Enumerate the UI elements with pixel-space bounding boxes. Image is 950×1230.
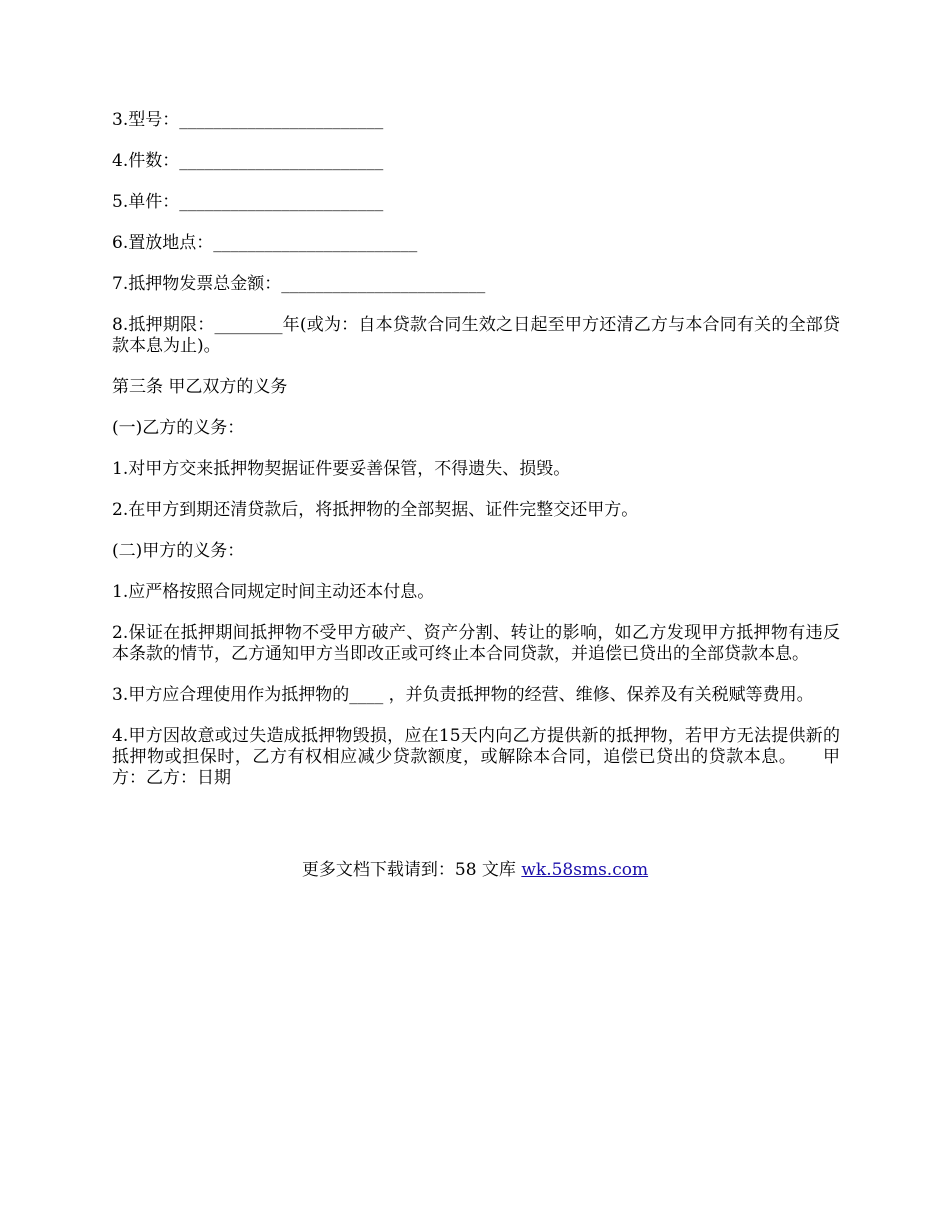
section-heading-obligations: 第三条 甲乙双方的义务 [112,377,288,397]
footer-download-note [0,860,950,881]
document-body [112,110,840,809]
field-unit: 5.单件：________________________ [112,192,384,212]
subheading-party-b-obligations: (一)乙方的义务： [112,418,245,438]
party-a-clause-4: 4.甲方因故意或过失造成抵押物毁损，应在15天内向乙方提供新的抵押物，若甲方无法提供新的抵押物或担保时，乙方有权相应减少贷款额度，或解除本合同，追偿已贷出的贷款本息。 甲方：乙方：日期 [112,726,840,788]
party-a-clause-3: 3.甲方应合理使用作为抵押物的____ ，并负责抵押物的经营、维修、保养及有关税赋等费用。 [112,685,814,705]
field-model: 3.型号：________________________ [112,110,384,130]
field-quantity: 4.件数：________________________ [112,151,384,171]
subheading-party-a-obligations: (二)甲方的义务： [112,541,245,561]
party-a-clause-2: 2.保证在抵押期间抵押物不受甲方破产、资产分割、转让的影响，如乙方发现甲方抵押物有违反本条款的情节，乙方通知甲方当即改正或可终止本合同贷款，并追偿已贷出的全部贷款本息。 [112,623,840,664]
party-b-clause-1: 1.对甲方交来抵押物契据证件要妥善保管，不得遗失、损毁。 [112,459,571,479]
field-invoice-amount: 7.抵押物发票总金额：________________________ [112,274,486,294]
footer-prefix: 更多文档下载请到：58 文库 [301,860,522,880]
party-a-clause-1: 1.应严格按照合同规定时间主动还本付息。 [112,582,435,602]
footer-link[interactable]: wk.58sms.com [521,860,649,880]
field-mortgage-term: 8.抵押期限：________年(或为：自本贷款合同生效之日起至甲方还清乙方与本合同有关的全部贷款本息为止)。 [112,315,840,356]
field-location: 6.置放地点：________________________ [112,233,418,253]
party-b-clause-2: 2.在甲方到期还清贷款后，将抵押物的全部契据、证件完整交还甲方。 [112,500,639,520]
